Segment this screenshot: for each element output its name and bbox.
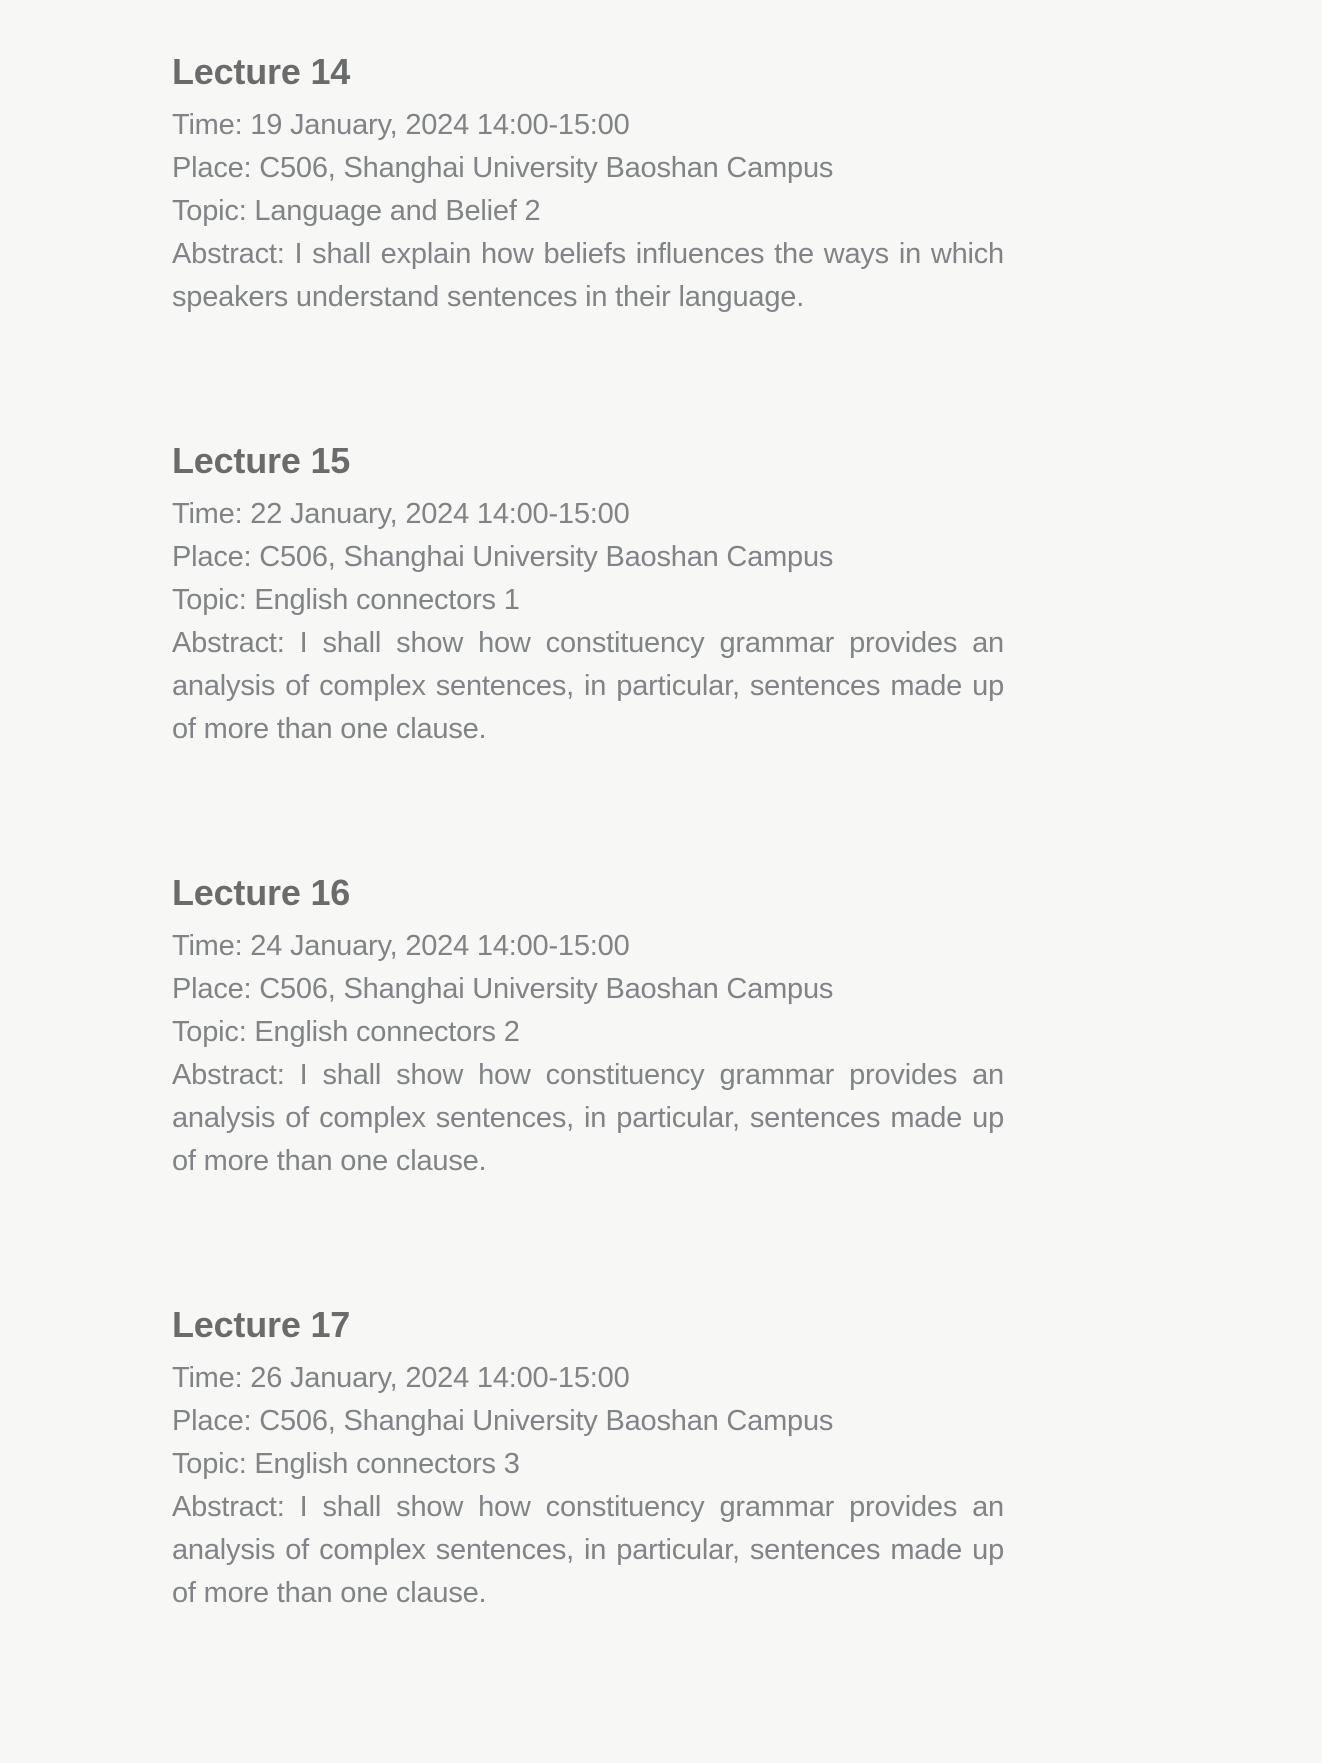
lecture-time-line: Time: 26 January, 2024 14:00-15:00 (172, 1362, 630, 1394)
lecture-title: Lecture 15 (172, 440, 351, 481)
lecture-title: Lecture 17 (172, 1304, 351, 1345)
lecture-abstract: Abstract: I shall show how constituency grammar provides an analysis of complex sentences, in particular, sentences made up of more than one clause. (172, 1491, 1004, 1609)
lecture-abstract: Abstract: I shall explain how beliefs influences the ways in which speakers understand sentences in their language. (172, 238, 1004, 313)
lecture-place-line: Place: C506, Shanghai University Baoshan Campus (172, 1405, 834, 1437)
lecture-place-line: Place: C506, Shanghai University Baoshan Campus (172, 973, 834, 1005)
lecture-block (172, 1303, 1004, 1615)
lecture-place-line: Place: C506, Shanghai University Baoshan Campus (172, 541, 834, 573)
lecture-block (172, 439, 1004, 751)
lecture-topic-line: Topic: English connectors 2 (172, 1016, 520, 1048)
lecture-topic-line: Topic: English connectors 1 (172, 584, 520, 616)
lecture-topic-line: Topic: English connectors 3 (172, 1448, 520, 1480)
lecture-abstract: Abstract: I shall show how constituency grammar provides an analysis of complex sentences, in particular, sentences made up of more than one clause. (172, 1059, 1004, 1177)
lecture-block (172, 871, 1004, 1183)
lecture-title: Lecture 14 (172, 51, 351, 92)
lecture-time-line: Time: 19 January, 2024 14:00-15:00 (172, 109, 630, 141)
lecture-place-line: Place: C506, Shanghai University Baoshan Campus (172, 152, 834, 184)
lecture-time-line: Time: 24 January, 2024 14:00-15:00 (172, 930, 630, 962)
lecture-title: Lecture 16 (172, 872, 351, 913)
lecture-abstract: Abstract: I shall show how constituency grammar provides an analysis of complex sentences, in particular, sentences made up of more than one clause. (172, 627, 1004, 745)
lecture-topic-line: Topic: Language and Belief 2 (172, 195, 541, 227)
lecture-block (172, 50, 1004, 319)
lecture-time-line: Time: 22 January, 2024 14:00-15:00 (172, 498, 630, 530)
